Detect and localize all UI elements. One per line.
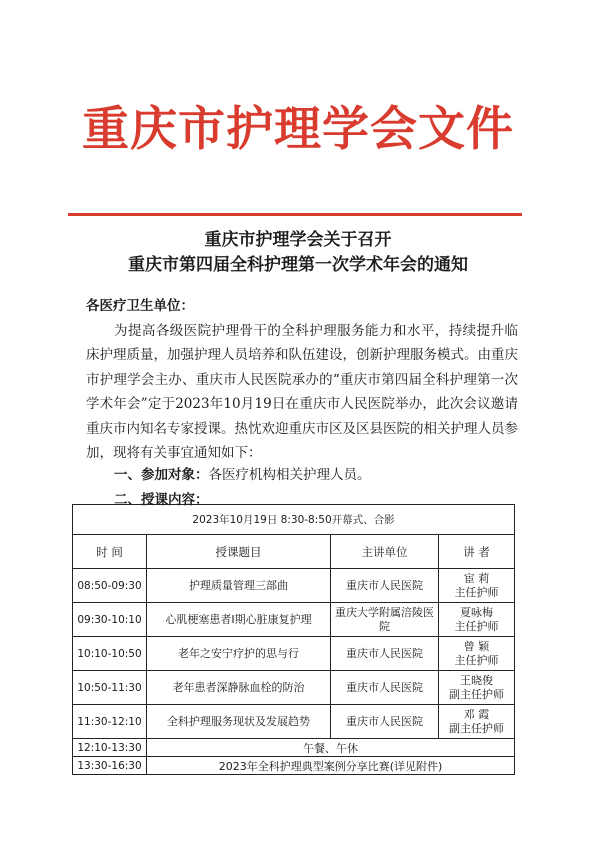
speaker-name: 邓 霞 bbox=[463, 707, 490, 721]
speaker-name: 宦 莉 bbox=[463, 571, 490, 585]
speaker-name: 王晓俊 bbox=[460, 673, 494, 687]
row-topic: 心肌梗塞患者Ⅰ期心脏康复护理 bbox=[147, 603, 331, 637]
document-header-title: 重庆市护理学会文件 bbox=[82, 102, 514, 157]
table-row-lunch bbox=[73, 739, 515, 757]
table-row bbox=[73, 637, 515, 671]
section-participants bbox=[114, 465, 371, 485]
row-time: 09:30-10:10 bbox=[73, 603, 147, 637]
red-divider-rule bbox=[68, 213, 522, 216]
notice-body-paragraph: 为提高各级医院护理骨干的全科护理服务能力和水平，持续提升临床护理质量，加强护理人员培养和队伍建设，创新护理服务模式。由重庆市护理学会主办、重庆市人民医院承办的“重庆市第四届全科护理第一次学术年会”定于2023年10月19日在重庆市人民医院举办，此次会议邀请重庆市内知名专家授课。热忱欢迎重庆市区及区县医院的相关护理人员参加，现将有关事宜通知如下： bbox=[86, 323, 518, 462]
row-topic: 老年患者深静脉血栓的防治 bbox=[147, 671, 331, 705]
section-content-label: 二、授课内容： bbox=[114, 492, 209, 508]
table-row bbox=[73, 671, 515, 705]
table-row bbox=[73, 603, 515, 637]
lunch-text: 午餐、午休 bbox=[147, 739, 515, 757]
row-speaker bbox=[439, 671, 515, 705]
section-participants-text: 各医疗机构相关护理人员。 bbox=[208, 467, 371, 483]
table-row-competition bbox=[73, 757, 515, 775]
table-row-opening bbox=[73, 505, 515, 535]
table-row bbox=[73, 705, 515, 739]
row-topic: 老年之安宁疗护的思与行 bbox=[147, 637, 331, 671]
header-topic: 授课题目 bbox=[147, 535, 331, 569]
section-participants-label: 一、参加对象： bbox=[114, 467, 209, 483]
competition-text: 2023年全科护理典型案例分享比赛(详见附件) bbox=[147, 757, 515, 775]
schedule-table bbox=[72, 504, 515, 775]
speaker-title: 主任护师 bbox=[454, 585, 499, 599]
notice-title-line-2: 重庆市第四届全科护理第一次学术年会的通知 bbox=[128, 255, 468, 275]
row-topic: 全科护理服务现状及发展趋势 bbox=[147, 705, 331, 739]
row-speaker bbox=[439, 569, 515, 603]
row-time: 10:10-10:50 bbox=[73, 637, 147, 671]
speaker-name: 夏咏梅 bbox=[460, 605, 494, 619]
header-unit: 主讲单位 bbox=[331, 535, 439, 569]
notice-title-line-1: 重庆市护理学会关于召开 bbox=[204, 230, 392, 250]
row-unit: 重庆市人民医院 bbox=[331, 637, 439, 671]
row-unit: 重庆市人民医院 bbox=[331, 705, 439, 739]
row-topic: 护理质量管理三部曲 bbox=[147, 569, 331, 603]
header-speaker: 讲 者 bbox=[439, 535, 515, 569]
addressee: 各医疗卫生单位： bbox=[86, 298, 194, 314]
competition-time: 13:30-16:30 bbox=[73, 757, 147, 775]
row-time: 10:50-11:30 bbox=[73, 671, 147, 705]
speaker-title: 副主任护师 bbox=[449, 687, 505, 701]
row-time: 08:50-09:30 bbox=[73, 569, 147, 603]
row-unit: 重庆市人民医院 bbox=[331, 671, 439, 705]
row-time: 11:30-12:10 bbox=[73, 705, 147, 739]
row-speaker bbox=[439, 637, 515, 671]
row-unit: 重庆大学附属涪陵医院 bbox=[331, 603, 439, 637]
row-speaker bbox=[439, 603, 515, 637]
table-row bbox=[73, 569, 515, 603]
speaker-title: 主任护师 bbox=[454, 619, 499, 633]
speaker-title: 副主任护师 bbox=[449, 721, 505, 735]
row-speaker bbox=[439, 705, 515, 739]
lunch-time: 12:10-13:30 bbox=[73, 739, 147, 757]
header-time: 时 间 bbox=[73, 535, 147, 569]
table-header-row bbox=[73, 535, 515, 569]
opening-ceremony-cell: 2023年10月19日 8:30-8:50开幕式、合影 bbox=[73, 505, 515, 535]
row-unit: 重庆市人民医院 bbox=[331, 569, 439, 603]
speaker-title: 主任护师 bbox=[454, 653, 499, 667]
speaker-name: 曾 颖 bbox=[463, 639, 490, 653]
